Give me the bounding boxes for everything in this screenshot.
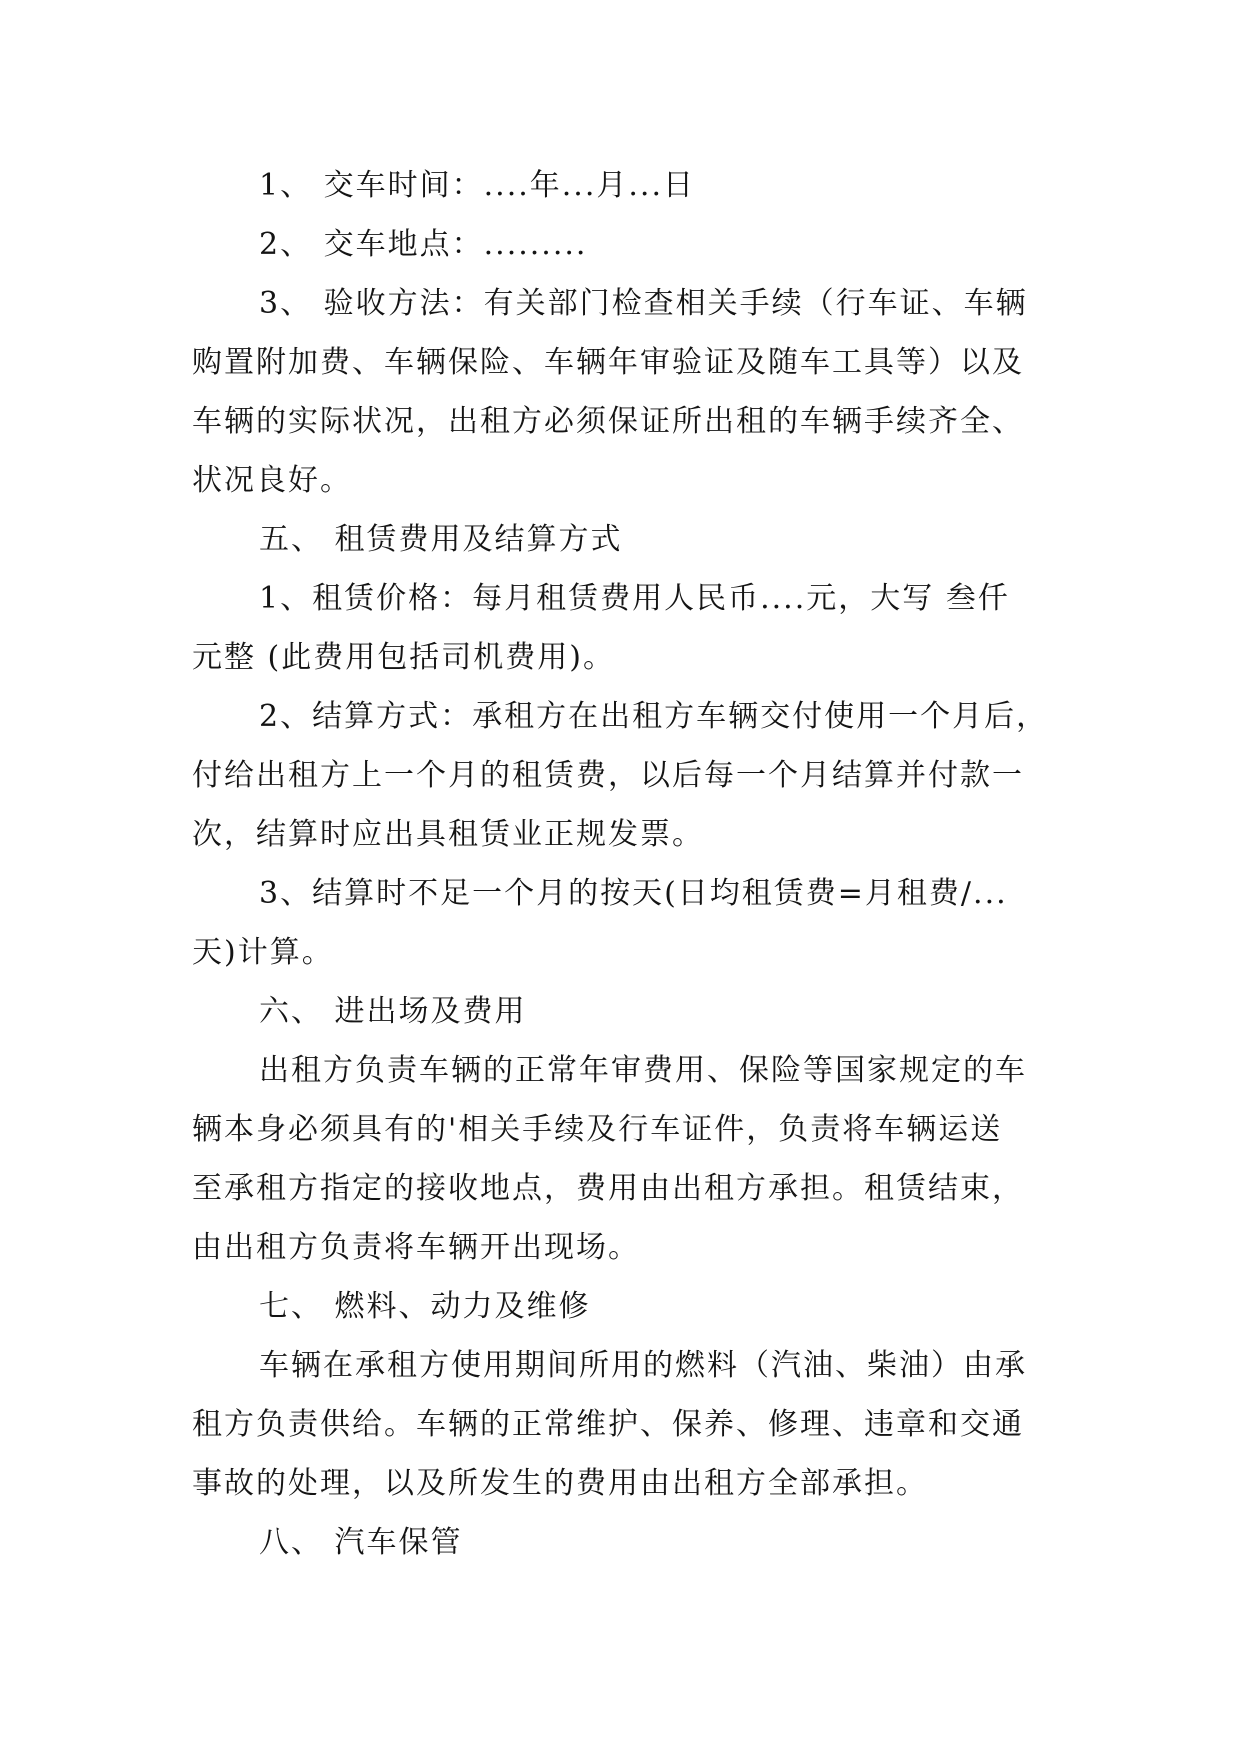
text-line: 车辆的实际状况，出租方必须保证所出租的车辆手续齐全、 [192, 404, 1024, 439]
text-line: 3、 验收方法：有关部门检查相关手续（行车证、车辆 [259, 286, 1028, 321]
text-line: 2、结算方式：承租方在出租方车辆交付使用一个月后， [259, 699, 1049, 734]
heading-text: 五、 租赁费用及结算方式 [259, 522, 623, 557]
text-line: 付给出租方上一个月的租赁费，以后每一个月结算并付款一 [192, 758, 1024, 793]
text-line: 租方负责供给。车辆的正常维护、保养、修理、违章和交通 [192, 1407, 1024, 1442]
heading-text: 六、 进出场及费用 [259, 994, 527, 1029]
text-line: 车辆在承租方使用期间所用的燃料（汽油、柴油）由承 [259, 1348, 1027, 1383]
text-line: 至承租方指定的接收地点，费用由出租方承担。租赁结束， [192, 1171, 1024, 1206]
document-body [192, 156, 1077, 1572]
heading-text: 七、 燃料、动力及维修 [259, 1289, 591, 1324]
section-heading-8 [192, 1513, 1077, 1572]
item-rental-price [192, 569, 1077, 687]
section-heading-6 [192, 982, 1077, 1041]
text-line: 3、结算时不足一个月的按天(日均租赁费=月租费/... [259, 876, 1008, 911]
section-heading-5 [192, 510, 1077, 569]
text-line: 购置附加费、车辆保险、车辆年审验证及随车工具等）以及 [192, 345, 1024, 380]
text-line: 由出租方负责将车辆开出现场。 [192, 1230, 640, 1265]
text-line: 次，结算时应出具租赁业正规发票。 [192, 817, 704, 852]
text-line: 天)计算。 [192, 935, 334, 970]
text-line: 1、租赁价格：每月租赁费用人民币....元，大写 叁仟 [259, 581, 1010, 616]
paragraph-entry-exit [192, 1041, 1077, 1277]
text-line: 辆本身必须具有的'相关手续及行车证件，负责将车辆运送 [192, 1112, 1003, 1147]
paragraph-fuel-maintenance [192, 1336, 1077, 1513]
item-partial-month [192, 864, 1077, 982]
heading-text: 八、 汽车保管 [259, 1525, 463, 1560]
text-line: 状况良好。 [192, 463, 352, 498]
section-heading-7 [192, 1277, 1077, 1336]
text-line: 2、 交车地点：......... [259, 227, 588, 262]
item-delivery-time [192, 156, 1077, 215]
item-delivery-location [192, 215, 1077, 274]
text-line: 1、 交车时间：....年...月...日 [259, 168, 695, 203]
text-line: 事故的处理，以及所发生的费用由出租方全部承担。 [192, 1466, 928, 1501]
text-line: 元整 (此费用包括司机费用)。 [192, 640, 615, 675]
text-line: 出租方负责车辆的正常年审费用、保险等国家规定的车 [259, 1053, 1027, 1088]
item-acceptance-method [192, 274, 1077, 510]
item-settlement-method [192, 687, 1077, 864]
